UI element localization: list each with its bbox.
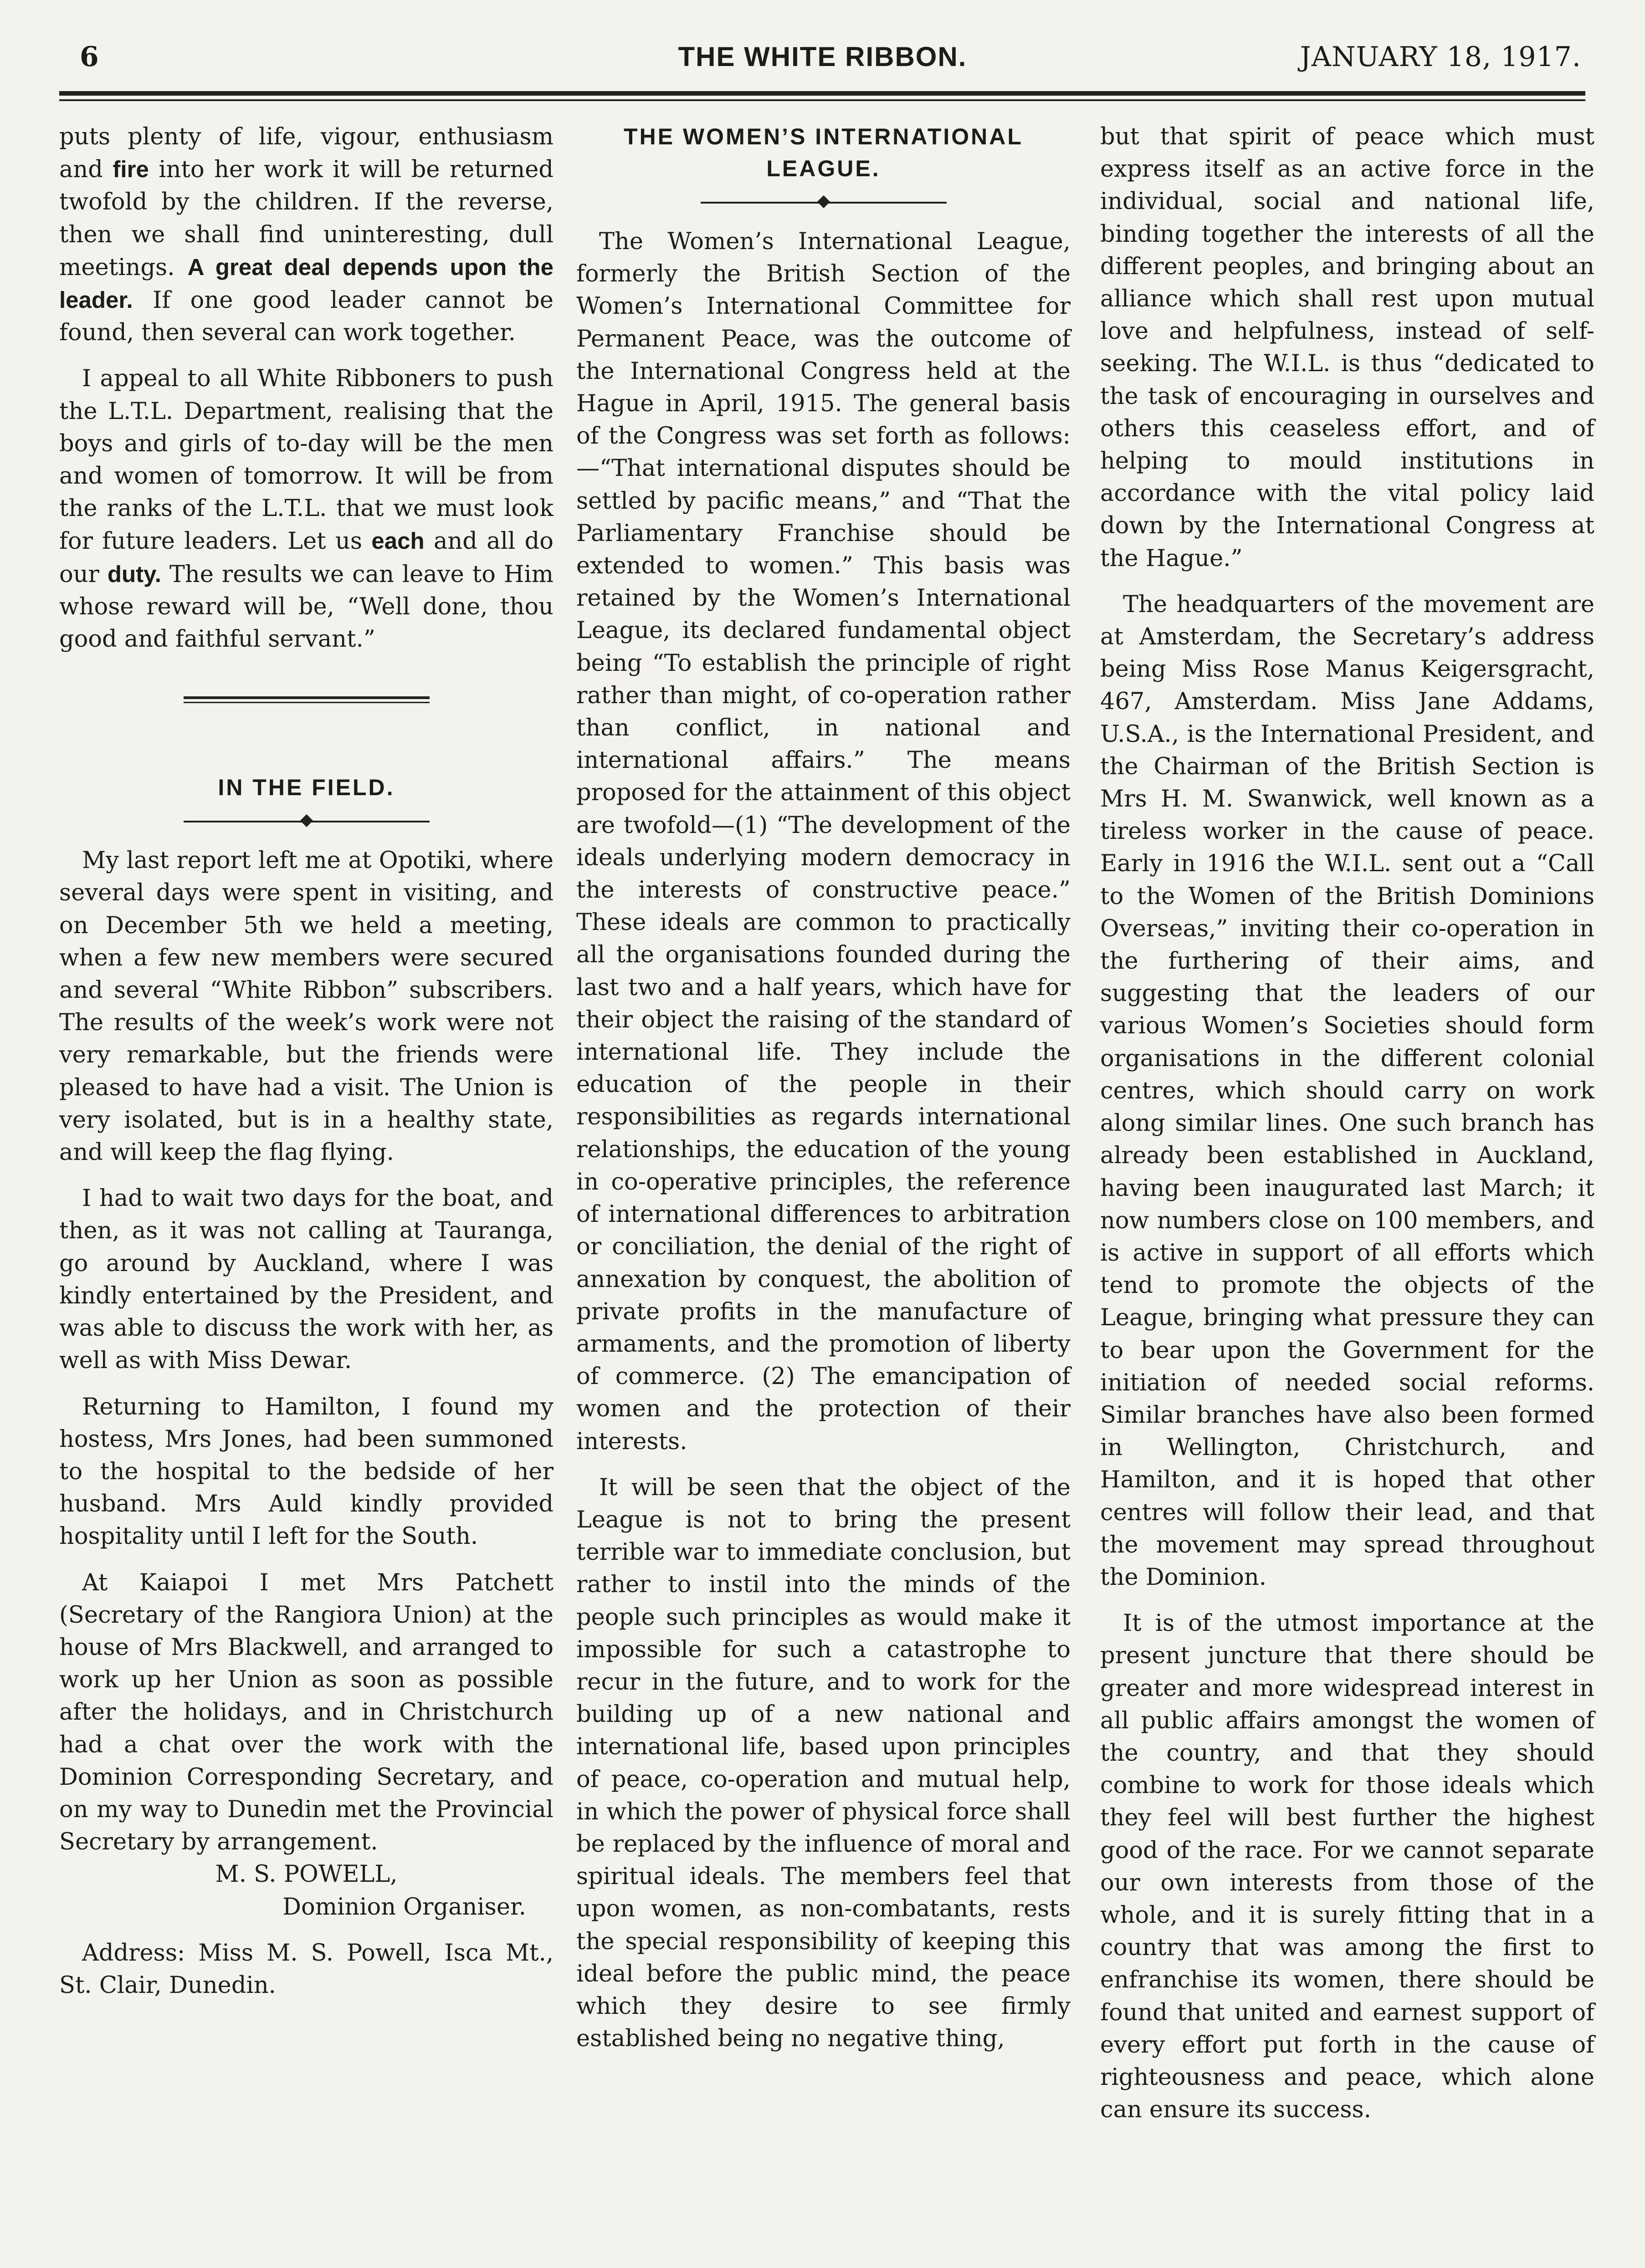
text-run: If one good leader cannot be found, then several can work together. <box>59 287 553 347</box>
field-paragraph: My last report left me at Opotiki, where several days were spent in visiting, and on December 5th we held a meeting, when a few new members were secured and several “White Ribbon” subscribers. The results of the week’s work were not very remarkable, but the friends were pleased to have had a visit. The Union is very isolated, but is in a healthy state, and will keep the flag flying. <box>59 847 553 1166</box>
league-paragraph: but that spirit of peace which must express itself as an active force in the individual, social and national life, binding together the interests of all the different peoples, and bringing about an alliance which shall rest upon mutual love and helpfulness, instead of self-seeking. The W.I.L. is thus “dedicated to the task of encouraging in ourselves and others this ceaseless effort, and of helping to mould institutions in accordance with the vital policy laid down by the International Congress at the Hague.” <box>1100 123 1594 572</box>
column-2 <box>576 121 1071 2055</box>
text-run: and all do our <box>59 528 553 588</box>
bold-text: A great deal depends upon the leader. <box>59 254 553 313</box>
signature-title: Dominion Organiser. <box>282 1893 526 1921</box>
publication-title: THE WHITE RIBBON. <box>678 41 967 72</box>
heading-ornament <box>59 808 553 835</box>
text-run: I appeal to all White Ribboners to push the L.T.L. Department, realising that the boys and girls of to-day will be the men and women of tomorrow. It will be from the ranks of the L.T.L. that we must look for future leaders. Let us <box>59 365 553 555</box>
bold-text: duty. <box>107 561 161 587</box>
spacer <box>59 703 553 771</box>
league-paragraph: It will be seen that the object of the League is not to bring the present terrible war to immediate conclusion, but rather to instil into the minds of the people such principles as would make it impossible for such a catastrophe to recur in the future, and to work for the building up of a new national and international life, based upon principles of peace, co-operation and mutual help, in which the power of physical force shall be replaced by the influence of moral and spiritual ideals. The members feel that upon women, as non-combatants, rests the special responsibility of keeping this ideal before the public mind, the peace which they desire to see firmly established being no negative thing, <box>576 1474 1071 2053</box>
issue-date: JANUARY 18, 1917. <box>1300 41 1581 73</box>
text-run: into her work it will be returned twofold by the children. If the reverse, then we shall find uninteresting, dull meetings. <box>59 156 553 281</box>
ornament-diamond-icon <box>300 814 313 827</box>
column-1 <box>59 121 553 2002</box>
ornament-diamond-icon <box>817 195 830 208</box>
league-paragraph: It is of the utmost importance at the present juncture that there should be greater and more widespread interest in all public affairs amongst the women of the country, and that they should combine to work for those ideals which they feel will best further the highest good of the race. For we cannot separate our own interests from those of the whole, and it is surely fitting that in a country that was among the first to enfranchise its women, there should be found that united and earnest support of every effort put forth in the cause of righteousness and peace, which alone can ensure its success. <box>1100 1610 1594 2124</box>
text-run: The results we can leave to Him whose reward will be, “Well done, thou good and faithful servant.” <box>59 561 553 653</box>
field-paragraph: I had to wait two days for the boat, and then, as it was not calling at Tauranga, go around by Auckland, where I was kindly entertained by the President, and was able to discuss the work with her, as well as with Miss Dewar. <box>59 1185 553 1374</box>
page-header <box>0 0 1645 109</box>
header-rule-thin <box>59 99 1585 101</box>
league-heading: THE WOMEN’S INTERNATIONAL LEAGUE. <box>624 124 1023 181</box>
ltl-paragraph-1 <box>59 121 553 349</box>
organiser-address: Address: Miss M. S. Powell, Isca Mt., St. Clair, Dunedin. <box>59 1939 553 1999</box>
header-rule-thick <box>59 91 1585 96</box>
page-number: 6 <box>80 41 99 73</box>
league-paragraph: The headquarters of the movement are at Amsterdam, the Secretary’s address being Miss Rose Manus Keigersgracht, 467, Amsterdam. Miss Jane Addams, U.S.A., is the International President, and the Chairman of the British Section is Mrs H. M. Swanwick, well known as a tireless worker in the cause of peace. Early in 1916 the W.I.L. sent out a “Call to the Women of the British Dominions Overseas,” inviting their co-operation in the furthering of their aims, and suggesting that the leaders of our various Women’s Societies should form organisations in the different colonial centres, which should carry on work along similar lines. One such branch has already been established in Auckland, having been inaugurated last March; it now numbers close on 100 members, and is active in support of all efforts which tend to promote the objects of the League, bringing what pressure they can to bear upon the Government for the initiation of needed social reforms. Similar branches have also been formed in Wellington, Christchurch, and Hamilton, and it is hoped that other centres will follow their lead, and that the movement may spread throughout the Dominion. <box>1100 591 1594 1591</box>
field-paragraph: At Kaiapoi I met Mrs Patchett (Secretary of the Rangiora Union) at the house of Mrs Blackwell, and arranged to work up her Union as soon as possible after the holidays, and in Christchurch had a chat over the work with the Dominion Corresponding Secretary, and on my way to Dunedin met the Provincial Secretary by arrangement. <box>59 1569 553 1856</box>
bold-text: fire <box>113 156 149 183</box>
column-3 <box>1100 121 1594 2126</box>
league-paragraph: The Women’s International League, formerly the British Section of the Women’s International Committee for Permanent Peace, was the outcome of the International Congress held at the Hague in April, 1915. The general basis of the Congress was set forth as follows:—“That international disputes should be settled by pacific means,” and “That the Parliamentary Franchise should be extended to women.” This basis was retained by the Women’s International League, its declared fundamental object being “To establish the principle of right rather than might, of co-operation rather than conflict, in national and international affairs.” The means proposed for the attainment of this object are twofold—(1) “The development of the ideals underlying modern democracy in the interests of constructive peace.” These ideals are common to practically all the organisations founded during the last two and a half years, which have for their object the raising of the standard of international life. They include the education of the people in their responsibilities as regards international relationships, the education of the young in co-operative principles, the reference of international differences to arbitration or conciliation, the denial of the right of annexation by conquest, the abolition of private profits in the manufacture of armaments, and the promotion of liberty of commerce. (2) The emancipation of women and the protection of their interests. <box>576 228 1071 1455</box>
text-run: puts plenty of life, vigour, enthusiasm and <box>59 123 553 184</box>
spacer <box>59 669 553 696</box>
field-heading: IN THE FIELD. <box>218 775 395 801</box>
section-separator <box>184 696 430 699</box>
bold-text: each <box>371 528 425 554</box>
heading-ornament <box>576 189 1071 216</box>
signature-name: M. S. POWELL, <box>215 1861 398 1888</box>
ltl-paragraph-2 <box>59 363 553 655</box>
field-paragraph: Returning to Hamilton, I found my hostess, Mrs Jones, had been summoned to the hospital to the bedside of her husband. Mrs Auld kindly provided hospitality until I left for the South. <box>59 1393 553 1550</box>
